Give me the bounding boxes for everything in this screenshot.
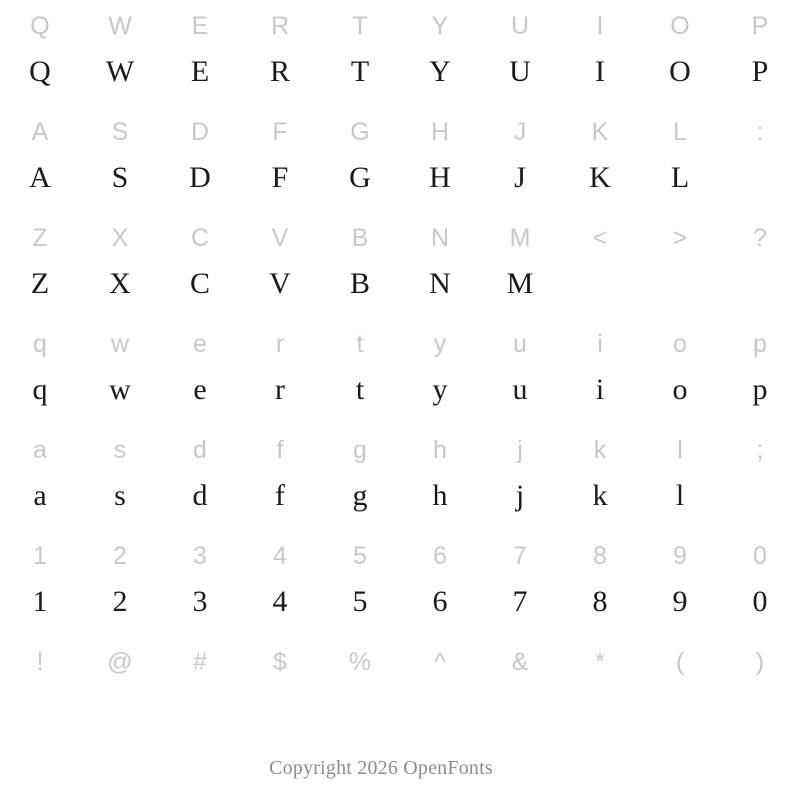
key-label: !	[36, 648, 44, 675]
glyph: q	[32, 373, 48, 406]
key-label: B	[351, 224, 369, 251]
key-label: ^	[434, 648, 446, 675]
key-label: Z	[32, 224, 48, 251]
key-label: :	[756, 118, 764, 145]
glyph: U	[509, 55, 531, 88]
glyph: j	[515, 479, 525, 512]
glyph: k	[592, 479, 608, 512]
glyph: K	[589, 161, 611, 194]
key-label: Y	[431, 12, 449, 39]
key-label: r	[275, 330, 285, 357]
glyph: 5	[352, 585, 368, 618]
key-label-row	[0, 214, 800, 263]
key-label: a	[33, 436, 47, 463]
key-label: P	[751, 12, 769, 39]
glyph: J	[514, 161, 526, 194]
key-label: o	[673, 330, 687, 357]
glyph: R	[269, 55, 290, 88]
glyph	[0, 687, 80, 729]
glyph: E	[190, 55, 210, 88]
key-label: j	[517, 436, 523, 463]
key-label: *	[595, 648, 605, 675]
glyph: h	[432, 479, 448, 512]
key-label-row	[0, 638, 800, 687]
glyph	[320, 687, 400, 729]
glyph: W	[105, 55, 135, 88]
key-label: R	[270, 12, 290, 39]
glyph: u	[512, 373, 528, 406]
key-label: 1	[33, 542, 47, 569]
glyph-row	[0, 581, 800, 629]
key-label: t	[356, 330, 364, 357]
glyph: a	[33, 479, 47, 512]
glyph: p	[752, 373, 768, 406]
key-label: p	[753, 330, 767, 357]
glyph: 2	[112, 585, 128, 618]
glyph: Q	[29, 55, 51, 88]
key-label: 5	[353, 542, 367, 569]
key-label-row	[0, 2, 800, 51]
glyph: s	[114, 479, 126, 512]
glyph	[720, 157, 800, 199]
key-label: M	[509, 224, 531, 251]
glyph: A	[29, 161, 51, 194]
glyph: t	[355, 373, 365, 406]
glyph-row	[0, 475, 800, 523]
glyph: D	[189, 161, 211, 194]
key-label-row	[0, 320, 800, 369]
glyph: 4	[272, 585, 288, 618]
key-label: h	[433, 436, 447, 463]
glyph	[720, 475, 800, 517]
character-row-group	[0, 320, 800, 417]
glyph-row	[0, 51, 800, 99]
key-label: 2	[113, 542, 127, 569]
glyph	[640, 687, 720, 729]
glyph: w	[109, 373, 131, 406]
key-label: S	[111, 118, 129, 145]
glyph-row	[0, 157, 800, 205]
key-label: >	[672, 224, 688, 251]
glyph: r	[275, 373, 285, 406]
key-label: #	[193, 648, 207, 675]
key-label: &	[511, 648, 529, 675]
glyph: M	[506, 267, 534, 300]
glyph: d	[192, 479, 208, 512]
glyph: 3	[192, 585, 208, 618]
glyph	[560, 687, 640, 729]
key-label: N	[430, 224, 450, 251]
glyph: O	[669, 55, 691, 88]
glyph: e	[193, 373, 207, 406]
glyph: S	[111, 161, 129, 194]
glyph: l	[675, 479, 685, 512]
key-label: W	[108, 12, 132, 39]
key-label: ;	[756, 436, 764, 463]
glyph: 7	[512, 585, 528, 618]
glyph	[80, 687, 160, 729]
key-label: K	[591, 118, 609, 145]
glyph: T	[350, 55, 370, 88]
key-label: y	[433, 330, 447, 357]
key-label: i	[597, 330, 603, 357]
glyph	[720, 687, 800, 729]
glyph: I	[595, 55, 605, 88]
glyph: L	[670, 161, 690, 194]
key-label: 9	[673, 542, 687, 569]
character-row-group	[0, 426, 800, 523]
glyph: Z	[30, 267, 50, 300]
key-label: T	[352, 12, 368, 39]
glyph: B	[349, 267, 370, 300]
glyph: P	[751, 55, 769, 88]
glyph: 9	[672, 585, 688, 618]
key-label: 7	[513, 542, 527, 569]
key-label: X	[111, 224, 129, 251]
copyright-text: Copyright 2026 OpenFonts	[269, 757, 493, 779]
character-row-group	[0, 638, 800, 735]
glyph: f	[275, 479, 285, 512]
key-label: g	[353, 436, 367, 463]
glyph	[160, 687, 240, 729]
glyph	[480, 687, 560, 729]
glyph: X	[109, 267, 131, 300]
key-label: Q	[30, 12, 50, 39]
key-label: s	[113, 436, 127, 463]
key-label: G	[350, 118, 370, 145]
key-label: u	[513, 330, 527, 357]
key-label: f	[276, 436, 284, 463]
glyph	[560, 263, 640, 305]
character-row-group	[0, 532, 800, 629]
glyph: 0	[752, 585, 768, 618]
key-label: k	[593, 436, 607, 463]
key-label: I	[596, 12, 604, 39]
glyph-row	[0, 263, 800, 311]
key-label: A	[31, 118, 49, 145]
glyph: Y	[429, 55, 451, 88]
key-label: $	[273, 648, 287, 675]
glyph: 1	[32, 585, 48, 618]
key-label: F	[272, 118, 288, 145]
key-label: J	[513, 118, 527, 145]
glyph: G	[349, 161, 371, 194]
glyph: i	[595, 373, 605, 406]
key-label-row	[0, 532, 800, 581]
glyph: V	[269, 267, 291, 300]
key-label: O	[670, 12, 690, 39]
character-row-group	[0, 214, 800, 311]
glyph: F	[271, 161, 289, 194]
key-label: l	[677, 436, 683, 463]
key-label: d	[193, 436, 207, 463]
key-label: V	[271, 224, 289, 251]
key-label: @	[107, 648, 133, 675]
glyph	[720, 263, 800, 305]
glyph	[640, 263, 720, 305]
key-label: <	[592, 224, 608, 251]
key-label: 6	[433, 542, 447, 569]
glyph-row	[0, 687, 800, 735]
key-label: %	[348, 648, 372, 675]
key-label: H	[430, 118, 450, 145]
glyph: g	[352, 479, 368, 512]
glyph: C	[189, 267, 210, 300]
key-label-row	[0, 426, 800, 475]
key-label: 4	[273, 542, 287, 569]
key-label: w	[110, 330, 130, 357]
footer	[0, 757, 800, 780]
glyph: H	[429, 161, 451, 194]
character-row-group	[0, 108, 800, 205]
key-label: E	[191, 12, 209, 39]
key-label: ?	[753, 224, 767, 251]
glyph: 6	[432, 585, 448, 618]
key-label: U	[510, 12, 530, 39]
glyph	[240, 687, 320, 729]
key-label: L	[673, 118, 687, 145]
glyph: y	[432, 373, 448, 406]
key-label: D	[190, 118, 210, 145]
key-label: (	[675, 648, 685, 675]
key-label: e	[193, 330, 207, 357]
key-label: 8	[593, 542, 607, 569]
key-label: C	[190, 224, 210, 251]
glyph: 8	[592, 585, 608, 618]
glyph-row	[0, 369, 800, 417]
key-label: )	[755, 648, 765, 675]
glyph: o	[672, 373, 688, 406]
key-label-row	[0, 108, 800, 157]
key-label: q	[33, 330, 47, 357]
character-row-group	[0, 2, 800, 99]
glyph	[400, 687, 480, 729]
key-label: 0	[753, 542, 767, 569]
glyph: N	[429, 267, 451, 300]
key-label: 3	[193, 542, 207, 569]
